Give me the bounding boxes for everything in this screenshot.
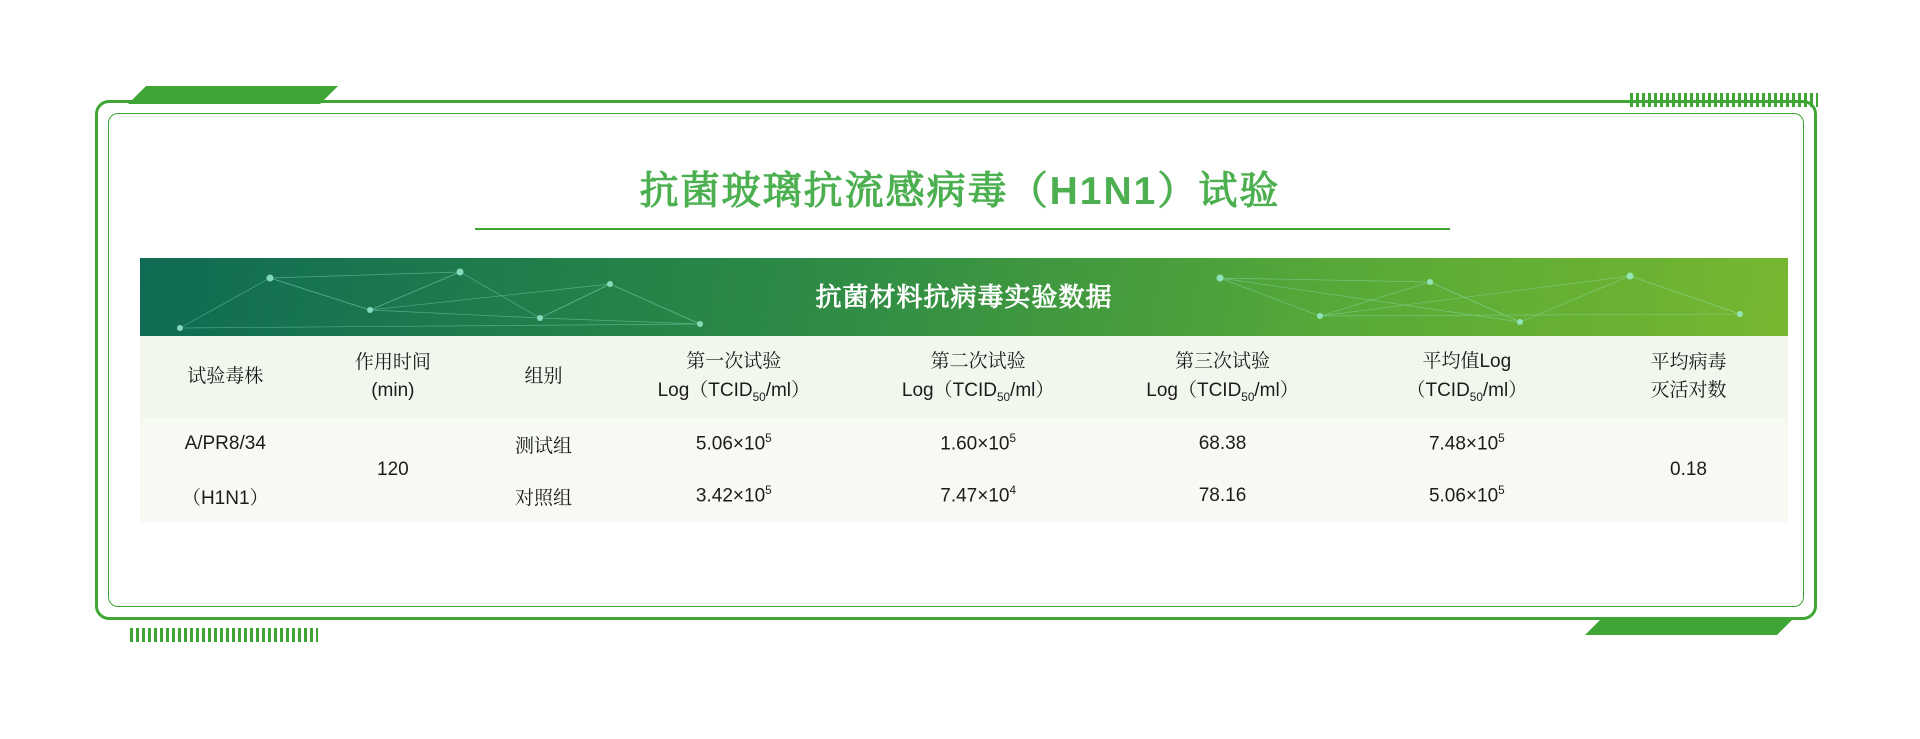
col-header-group [475, 336, 611, 418]
cell-mean-control [1345, 470, 1589, 522]
col-header-inactivation [1589, 336, 1788, 418]
col-header-inactivation-line1: 平均病毒 [1650, 351, 1727, 373]
col-header-test2-line1: 第二次试验 [930, 351, 1026, 373]
cell-mean-test-mantissa: 7.48×10 [1428, 433, 1499, 455]
col-header-mean-line1: 平均值Log [1422, 351, 1512, 373]
col-header-strain-line1: 试验毒株 [187, 365, 264, 387]
cell-strain-line1: A/PR8/34 [140, 418, 310, 470]
table-banner [140, 258, 1788, 336]
col-header-test1 [612, 336, 856, 418]
col-header-test2 [856, 336, 1100, 418]
cell-test1-control-mantissa: 3.42×10 [695, 485, 766, 507]
dashed-bar-bottom-left [130, 628, 318, 642]
banner-title: 抗菌材料抗病毒实验数据 [815, 282, 1113, 312]
cell-test1-test [612, 418, 856, 470]
cell-mean-control-exponent: 5 [1498, 484, 1505, 498]
col-header-test2-line2: $Log(TCID_{50}/ml)$ [901, 379, 1055, 404]
data-table-container [140, 258, 1788, 522]
cell-test1-test-exponent: 5 [765, 432, 772, 446]
cell-test2-test-mantissa: 1.60×10 [940, 433, 1010, 455]
cell-test1-control-exponent: 5 [765, 484, 772, 498]
experiment-data-table [140, 336, 1788, 522]
col-header-mean-line2: $(TCID_{50}/ml)$ [1406, 379, 1528, 404]
cell-duration: 120 [310, 418, 475, 522]
cell-test1-test-mantissa: 5.06×10 [695, 433, 766, 455]
cell-test2-test-exponent: 5 [1009, 432, 1017, 446]
cell-test2-control-exponent: 4 [1009, 484, 1017, 498]
title-underline [475, 228, 1450, 230]
col-header-duration [310, 336, 475, 418]
col-header-test1-line2: $Log(TCID_{50}/ml)$ [657, 379, 811, 404]
cell-strain-line2: （H1N1） [140, 470, 310, 522]
table-row [140, 418, 1788, 470]
cell-test2-control [856, 470, 1100, 522]
col-header-strain [140, 336, 310, 418]
cell-inactivation-log: 0.18 [1589, 418, 1788, 522]
col-header-mean [1345, 336, 1589, 418]
col-header-duration-line2: (min) [371, 380, 415, 401]
col-header-duration-line1: 作用时间 [354, 351, 431, 373]
cell-test3-control: 78.16 [1100, 470, 1344, 522]
cell-group-test: 测试组 [475, 418, 611, 470]
cell-test2-control-mantissa: 7.47×10 [940, 485, 1010, 507]
col-header-test3-line2: $Log(TCID_{50}/ml)$ [1146, 379, 1299, 404]
page-title: 抗菌玻璃抗流感病毒（H1N1）试验 [639, 170, 1281, 213]
cell-test1-control [612, 470, 856, 522]
cell-test3-test: 68.38 [1100, 418, 1344, 470]
col-header-test3 [1100, 336, 1344, 418]
col-header-group-line1: 组别 [524, 365, 563, 387]
cell-mean-test [1345, 418, 1589, 470]
col-header-inactivation-line2: 灭活对数 [1650, 380, 1727, 401]
col-header-test3-line1: 第三次试验 [1174, 351, 1270, 373]
cell-group-control: 对照组 [475, 470, 611, 522]
col-header-test1-line1: 第一次试验 [686, 351, 782, 373]
cell-test2-test [856, 418, 1100, 470]
cell-mean-control-mantissa: 5.06×10 [1428, 485, 1499, 507]
table-header-row [140, 336, 1788, 418]
cell-mean-test-exponent: 5 [1498, 432, 1505, 446]
